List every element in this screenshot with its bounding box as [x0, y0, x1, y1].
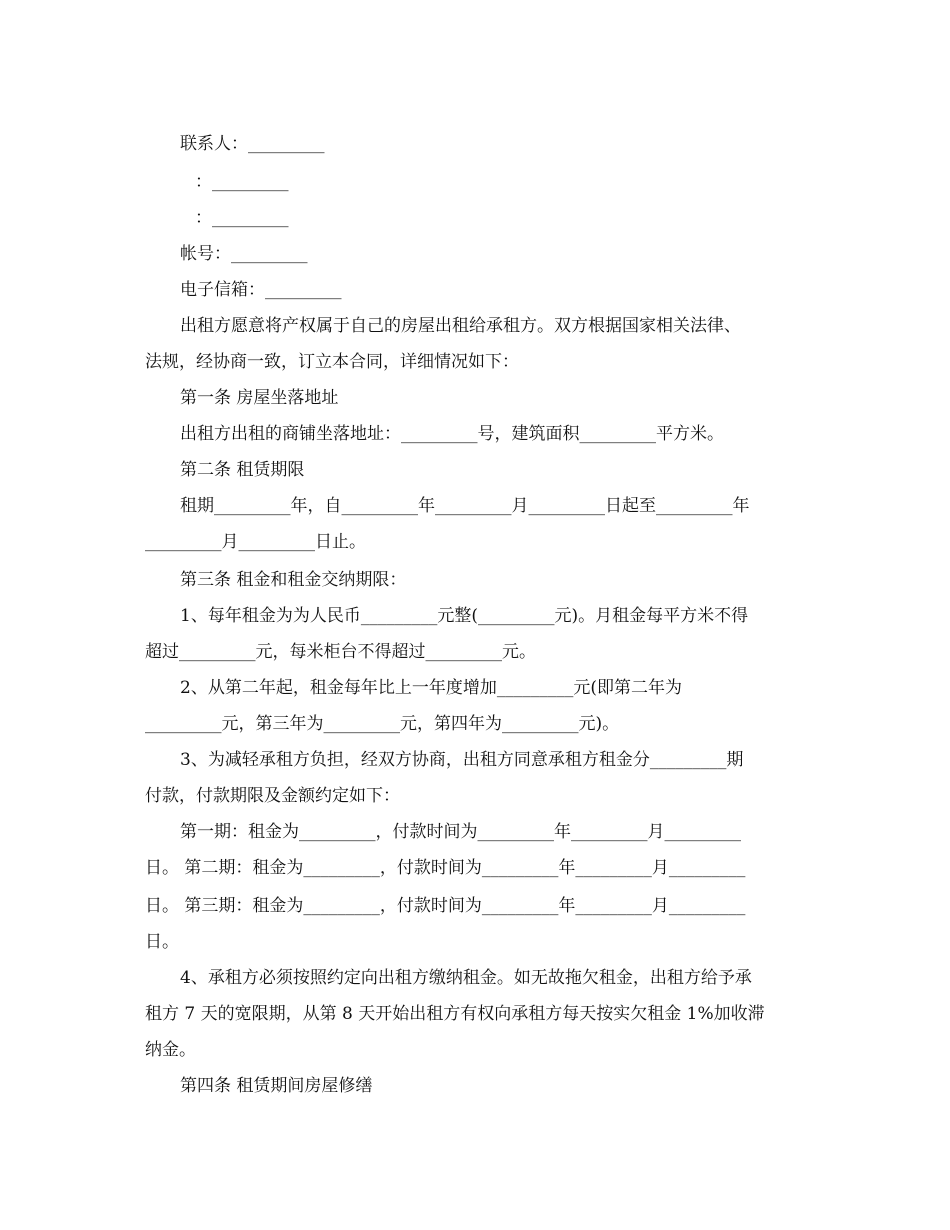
paragraph-line: 日。: [145, 932, 179, 952]
paragraph-line: 租方 7 天的宽限期，从第 8 天开始出租方有权向承租方每天按实欠租金 1%加收滞: [145, 1004, 765, 1024]
paragraph-line: 付款，付款期限及金额约定如下：: [145, 786, 400, 806]
paragraph-line: 纳金。: [145, 1040, 196, 1060]
email-line: 电子信箱：_________: [180, 280, 342, 300]
paragraph-line: 2、从第二年起，租金每年比上一年度增加_________元(即第二年为: [180, 678, 682, 698]
account-number-line: 帐号：_________: [180, 244, 308, 264]
article-heading: 第一条 房屋坐落地址: [180, 388, 339, 408]
paragraph-line: 出租方愿意将产权属于自己的房屋出租给承租方。双方根据国家相关法律、: [180, 316, 741, 336]
blank-field-line: ：_________: [195, 172, 289, 192]
article-heading: 第二条 租赁期限: [180, 460, 305, 480]
contact-person-line: 联系人：_________: [180, 134, 325, 154]
paragraph-line: _________元，第三年为_________元，第四年为_________元)。: [145, 714, 620, 734]
paragraph-line: 3、为减轻承租方负担，经双方协商，出租方同意承租方租金分_________期: [180, 750, 744, 770]
blank-field-line: ：_________: [195, 208, 289, 228]
paragraph-line: 1、每年租金为为人民币_________元整(_________元)。月租金每平方米不得: [180, 606, 749, 626]
paragraph-line: _________月_________日止。: [145, 532, 366, 552]
paragraph-line: 4、承租方必须按照约定向出租方缴纳租金。如无故拖欠租金，出租方给予承: [180, 968, 752, 988]
paragraph-line: 第一期：租金为_________，付款时间为_________年_________月_________: [180, 822, 741, 842]
paragraph-line: 日。 第三期：租金为_________，付款时间为_________年_________月_________: [145, 896, 746, 916]
paragraph-line: 超过_________元，每米柜台不得超过_________元。: [145, 642, 536, 662]
paragraph-line: 日。 第二期：租金为_________，付款时间为_________年_________月_________: [145, 858, 746, 878]
paragraph-line: 出租方出租的商铺坐落地址：_________号，建筑面积_________平方米。: [180, 424, 724, 444]
article-heading: 第三条 租金和租金交纳期限：: [180, 570, 407, 590]
article-heading: 第四条 租赁期间房屋修缮: [180, 1076, 373, 1096]
paragraph-line: 法规，经协商一致，订立本合同，详细情况如下：: [145, 352, 519, 372]
paragraph-line: 租期_________年，自_________年_________月_________日起至_________年: [180, 496, 750, 516]
